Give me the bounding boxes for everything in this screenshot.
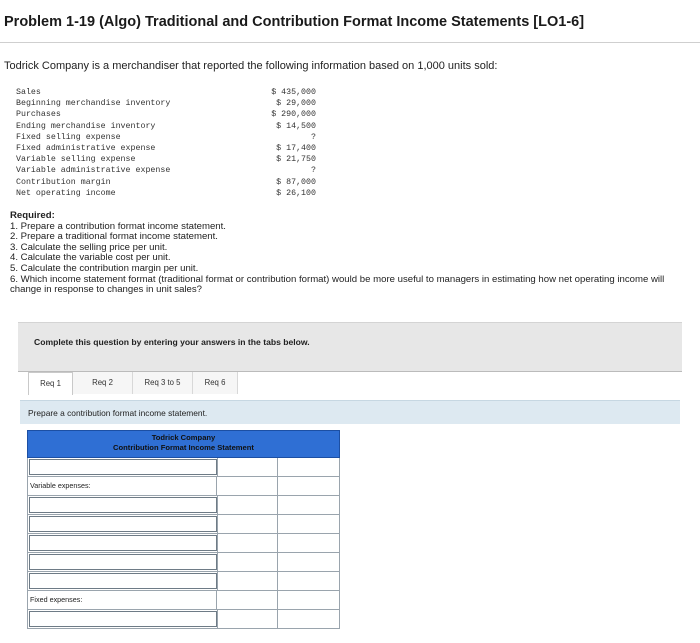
data-row	[16, 143, 316, 154]
data-label: Beginning merchandise inventory	[16, 99, 171, 109]
data-value: $ 14,500	[276, 121, 316, 131]
data-label: Sales	[16, 88, 41, 97]
data-row	[16, 87, 316, 98]
total-input[interactable]	[278, 515, 340, 533]
table-row	[28, 610, 340, 629]
panel-text: Complete this question by entering your answers in the tabs below.	[34, 337, 310, 347]
data-value: $ 435,000	[271, 88, 316, 97]
total-input[interactable]	[278, 591, 340, 609]
amount-input[interactable]	[217, 477, 278, 495]
data-label: Variable selling expense	[16, 155, 136, 165]
total-input[interactable]	[278, 610, 340, 628]
table-row	[28, 572, 340, 591]
given-data-table	[16, 87, 316, 199]
amount-input[interactable]	[218, 610, 279, 628]
data-label: Variable administrative expense	[16, 166, 171, 176]
required-item: 2. Prepare a traditional format income statement.	[10, 231, 218, 243]
data-value: $ 87,000	[276, 177, 316, 187]
tab-instruction-bar	[20, 400, 680, 424]
data-label: Contribution margin	[16, 177, 111, 187]
problem-title: Problem 1-19 (Algo) Traditional and Contribution Format Income Statements [LO1-6]	[4, 14, 585, 30]
tab-req-2[interactable]: Req 2	[73, 372, 133, 394]
data-value: $ 21,750	[276, 155, 316, 165]
tab-req-1[interactable]: Req 1	[28, 372, 73, 395]
line-item-input[interactable]	[28, 458, 218, 476]
amount-input[interactable]	[218, 534, 279, 552]
table-row	[28, 458, 340, 477]
tab-req-6[interactable]: Req 6	[193, 372, 238, 394]
company-name: Todrick Company	[151, 433, 216, 442]
amount-input[interactable]	[217, 591, 278, 609]
data-value: ?	[311, 166, 316, 176]
table-row	[28, 591, 340, 610]
data-row	[16, 188, 316, 199]
table-row	[28, 496, 340, 515]
data-row	[16, 154, 316, 165]
table-row	[28, 534, 340, 553]
amount-input[interactable]	[218, 496, 279, 514]
tab-instruction: Prepare a contribution format income statement.	[28, 408, 208, 418]
amount-input[interactable]	[218, 553, 279, 571]
required-list	[10, 211, 690, 296]
tab-req-3-to-5[interactable]: Req 3 to 5	[133, 372, 193, 394]
line-item-input[interactable]	[28, 534, 218, 552]
requirement-tabs	[28, 372, 238, 394]
data-row	[16, 121, 316, 132]
data-value: $ 290,000	[271, 110, 316, 120]
line-item-input[interactable]	[28, 610, 218, 628]
required-item: 4. Calculate the variable cost per unit.	[10, 252, 171, 264]
data-row	[16, 109, 316, 120]
line-item-input[interactable]	[28, 496, 218, 514]
amount-input[interactable]	[218, 458, 279, 476]
total-input[interactable]	[278, 496, 340, 514]
line-item-input[interactable]	[28, 553, 218, 571]
data-label: Fixed administrative expense	[16, 143, 156, 153]
amount-input[interactable]	[218, 515, 279, 533]
total-input[interactable]	[278, 477, 340, 495]
table-row	[28, 477, 340, 496]
required-item: 3. Calculate the selling price per unit.	[10, 241, 168, 253]
total-input[interactable]	[278, 534, 340, 552]
line-item-input[interactable]	[28, 572, 218, 590]
income-statement-form	[27, 430, 340, 629]
total-input[interactable]	[278, 458, 340, 476]
fixed-expenses-label: Fixed expenses:	[28, 591, 217, 609]
problem-intro: Todrick Company is a merchandiser that reported the following information based on 1,000 units sold:	[4, 60, 498, 72]
instructions-panel	[18, 322, 682, 372]
data-label: Fixed selling expense	[16, 132, 121, 142]
data-row	[16, 165, 316, 176]
total-input[interactable]	[278, 553, 340, 571]
required-heading: Required:	[10, 210, 55, 221]
variable-expenses-label: Variable expenses:	[28, 477, 217, 495]
table-row	[28, 553, 340, 572]
required-item: 5. Calculate the contribution margin per unit.	[10, 262, 199, 274]
statement-title: Contribution Format Income Statement	[113, 443, 254, 452]
line-item-input[interactable]	[28, 515, 218, 533]
required-item: 1. Prepare a contribution format income statement.	[10, 220, 226, 232]
data-label: Net operating income	[16, 188, 116, 198]
table-row	[28, 515, 340, 534]
data-value: $ 29,000	[276, 99, 316, 109]
amount-input[interactable]	[218, 572, 279, 590]
statement-header	[27, 430, 340, 458]
data-value: ?	[311, 132, 316, 142]
data-value: $ 17,400	[276, 143, 316, 153]
data-row	[16, 132, 316, 143]
data-label: Purchases	[16, 110, 61, 120]
data-row	[16, 177, 316, 188]
data-row	[16, 98, 316, 109]
required-item: 6. Which income statement format (traditional format or contribution format) would be more useful to managers in estimating how net operating income will change in response to changes in unit sales?	[10, 273, 665, 296]
data-label: Ending merchandise inventory	[16, 121, 156, 131]
statement-grid	[27, 458, 340, 629]
data-value: $ 26,100	[276, 188, 316, 198]
title-divider	[0, 42, 700, 43]
total-input[interactable]	[278, 572, 340, 590]
